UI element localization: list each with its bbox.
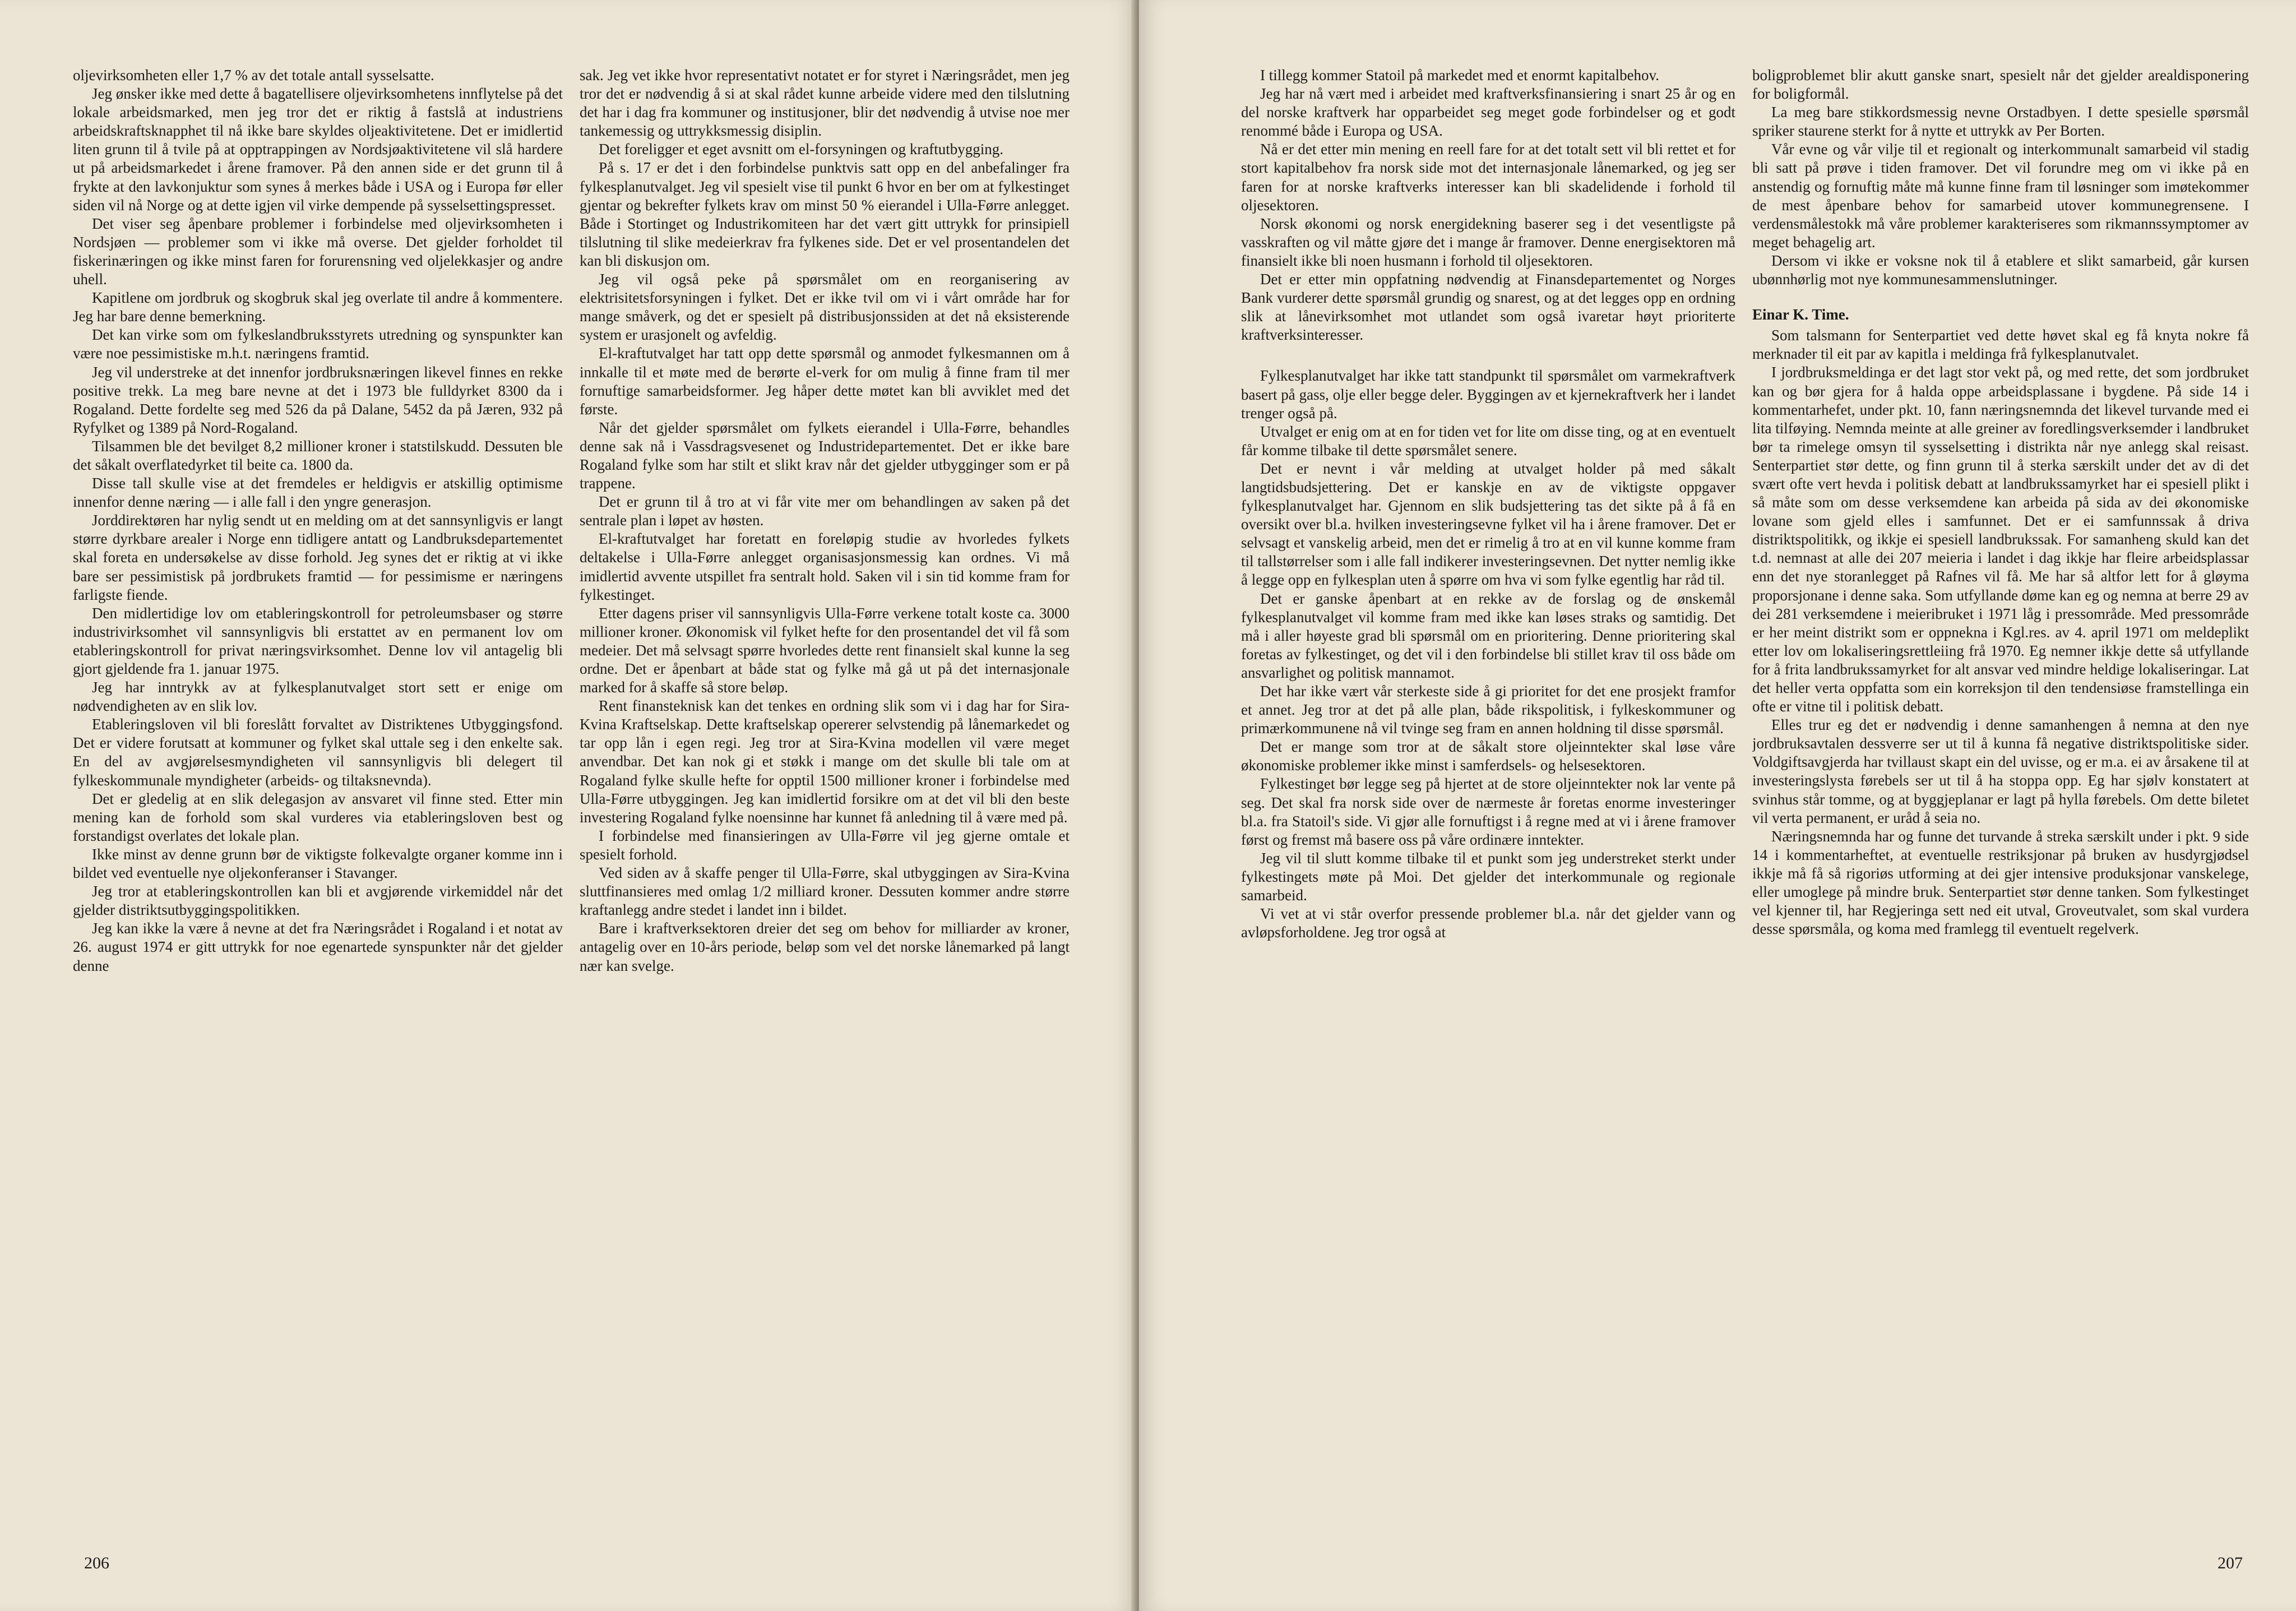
paragraph: Elles trur eg det er nødvendig i denne samanhengen å nemna at den nye jordbruksavtalen dessverre ser ut til å kunna få negative distriktspolitiske sider. Voldgiftsavgjerda har tvillaust skapt ein del uvisse, og er m.a. ei av årsakene til at investeringslysta førebels ser ut til å ha stoppa opp. Eg har sjølv konstatert at svinhus står tomme, og at byggjeplanar er lagt på hylla førebels. Om dette biletet vil verta permanent, er uråd å seia no. [1752,716,2249,826]
paragraph: Bare i kraftverksektoren dreier det seg om behov for milliarder av kroner, antagelig over en 10-års periode, beløp som vel det norske lånemarked på langt nær kan svelge. [580,920,1070,974]
paragraph: El-kraftutvalget har foretatt en foreløpig studie av hvorledes fylkets deltakelse i Ulla-Førre anlegget organisasjonsmessig kan ordnes. Vi må imidlertid avvente utspillet fra sentralt hold. Saken vil i sin tid komme fram for fylkestinget. [580,530,1070,603]
paragraph: Jeg har nå vært med i arbeidet med kraftverksfinansiering i snart 25 år og en del norske kraftverk har opparbeidet seg meget gode forbindelser og et godt renommé både i Europa og USA. [1241,85,1735,140]
paragraph: I forbindelse med finansieringen av Ulla-Førre vil jeg gjerne omtale et spesielt forhold. [580,827,1070,863]
paragraph: Som talsmann for Senterpartiet ved dette høvet skal eg få knyta nokre få merknader til eit par av kapitla i meldinga frå fylkesplanutvalet. [1752,327,2249,363]
paragraph: Dersom vi ikke er voksne nok til å etablere et slikt samarbeid, går kursen ubønnhørlig mot nye kommunesammenslutninger. [1752,252,2249,288]
paragraph: Ikke minst av denne grunn bør de viktigste folkevalgte organer komme inn i bildet ved eventuelle nye oljekonferanser i Stavanger. [73,845,563,882]
paragraph: Jeg ønsker ikke med dette å bagatellisere oljevirksomhetens innflytelse på det lokale arbeidsmarked, men jeg tror det er riktig å fastslå at industriens arbeidskraftsknapphet til nå ikke bare skyldes oljeaktivitetene. Det er imidlertid liten grunn til å tvile på at opptrappingen av Nordsjøaktivitetene vil slå hardere ut på arbeidsmarkedet i årene framover. På den annen side er det grunn til å frykte at den lavkonjuktur som synes å merkes både i USA og i Europa før eller siden vil nå Norge og at dette igjen vil virke dempende på sysselsettingspresset. [73,85,563,214]
paragraph: Jeg vil også peke på spørsmålet om en reorganisering av elektrisitetsforsyningen i fylket. Det er ikke tvil om vi i vårt område har for mange småverk, og det er spesielt på distribusjonssiden at det nå eksisterende system er urasjonelt og avfeldig. [580,271,1070,344]
paragraph: Jeg har inntrykk av at fylkesplanutvalget stort sett er enige om nødvendigheten av en slik lov. [73,679,563,715]
paragraph: Det er nevnt i vår melding at utvalget holder på med såkalt langtidsbudsjettering. Det er kanskje en av de viktigste oppgaver fylkesplanutvalget har. Gjennom en slik budsjettering tas det sikte på å få en oversikt over bl.a. hvilken investeringsevne fylket vil ha i årene framover. Det er selvsagt et vanskelig arbeid, men det er rimelig å tro at en vil kunne komme fram til tallstørrelser som i alle fall indikerer investeringsevnen. Det nytter nemlig ikke å legge opp en fylkesplan uten å spørre om hva vi som fylke egentlig har råd til. [1241,460,1735,589]
page-number: 207 [2218,1554,2243,1572]
paragraph: oljevirksomheten eller 1,7 % av det totale antall sysselsatte. [73,67,434,84]
paragraph: Det er mange som tror at de såkalt store oljeinntekter skal løse våre økonomiske problemer ikke minst i samferdsels- og helsesektoren. [1241,738,1735,774]
page-right [1139,0,2296,1611]
paragraph: Nå er det etter min mening en reell fare for at det totalt sett vil bli rettet et for stort kapitalbehov fra norsk side mot det internasjonale lånemarked, og jeg ser faren for at norske kraftverks interesser kan bli skadelidende i forhold til oljesektoren. [1241,141,1735,214]
paragraph: Det har ikke vært vår sterkeste side å gi prioritet for det ene prosjekt framfor et annet. Jeg tror at det på alle plan, både rikspolitisk, i fylkeskommuner og primærkommunene nå vil tvinge seg fram en annen holdning til disse spørsmål. [1241,683,1735,737]
paragraph: Det er etter min oppfatning nødvendig at Finansdepartementet og Norges Bank vurderer dette spørsmål grundig og snarest, og at det legges opp en ordning slik at lånevirksomhet mot utlandet som også ivaretar høyt prioriterte kraftverksinteresser. [1241,271,1735,344]
paragraph: Det er ganske åpenbart at en rekke av de forslag og de ønskemål fylkesplanutvalget vil komme fram med ikke kan løses straks og samtidig. Det må i aller høyeste grad bli spørsmål om en prioritering. Denne prioritering skal foretas av fylkestinget, og det vil i den forbindelse bli stillet krav til oss både om ansvarlighet og politisk mannamot. [1241,590,1735,681]
paragraph: Det er gledelig at en slik delegasjon av ansvaret vil finne sted. Etter min mening kan de forhold som skal vurderes via etableringsloven best og forstandigst overlates det lokale plan. [73,790,563,844]
paragraph: Ved siden av å skaffe penger til Ulla-Førre, skal utbyggingen av Sira-Kvina sluttfinansieres med omlag 1/2 milliard kroner. Dessuten kommer andre større kraftanlegg andre stedet i landet inn i bildet. [580,864,1070,919]
paragraph: Jeg kan ikke la være å nevne at det fra Næringsrådet i Rogaland i et notat av 26. august 1974 er gitt uttrykk for noe egenartede synspunkter når det gjelder denne [73,920,563,974]
speaker-heading: Einar K. Time. [1752,306,1849,323]
paragraph: sak. Jeg vet ikke hvor representativt notatet er for styret i Næringsrådet, men jeg tror det er nødvendig å si at skal rådet kunne arbeide videre med den tilslutning det har i dag fra kommuner og institusjoner, blir det nødvendig å utvise noe mer tankemessig og uttrykksmessig disiplin. [580,67,1070,140]
column-2 [580,66,1070,1535]
paragraph: Når det gjelder spørsmålet om fylkets eierandel i Ulla-Førre, behandles denne sak nå i Vassdragsvesenet og Industridepartementet. Det er ikke bare Rogaland fylke som har stilt et slikt krav når det gjelder utbygginger som er på trappene. [580,419,1070,492]
paragraph: Det foreligger et eget avsnitt om el-forsyningen og kraftutbygging. [599,141,1004,158]
paragraph: Næringsnemnda har og funne det turvande å streka særskilt under i pkt. 9 side 14 i kommentarheftet, at eventuelle restriksjonar på bruken av husdyrgjødsel ikkje må få så rigoriøs utforming at dei gjer intensive produksjonar vanskelege, eller umoglege på mindre bruk. Senterpartiet stør denne tanken. Som fylkestinget vel kjenner til, har Regjeringa sett ned eit utval, Groveutvalet, som skal vurdera desse spørsmåla, og koma med framlegg til eventuelt regelverk. [1752,827,2249,938]
paragraph: Jorddirektøren har nylig sendt ut en melding om at det sannsynligvis er langt større dyrkbare arealer i Norge enn tidligere antatt og Landbruksdepartementet skal foreta en undersøkelse av disse forhold. Jeg synes det er riktig at vi ikke bare ser pessimistisk på jordbrukets framtid — for pessimisme er næringens farligste fiende. [73,512,563,603]
paragraph: Kapitlene om jordbruk og skogbruk skal jeg overlate til andre å kommentere. Jeg har bare denne bemerkning. [73,289,563,325]
paragraph: Det er grunn til å tro at vi får vite mer om behandlingen av saken på det sentrale plan i løpet av høsten. [580,493,1070,529]
paragraph: Rent finansteknisk kan det tenkes en ordning slik som vi i dag har for Sira-Kvina Kraftselskap. Dette kraftselskap opererer selvstendig på lånemarkedet og tar opp lån i egen regi. Jeg tror at Sira-Kvina modellen vil være meget anvendbar. Det kan nok gi et støkk i mange om det skulle bli tale om at Rogaland fylke skulle hefte for opptil 1500 millioner kroner i forbindelse med Ulla-Førre utbyggingen. Jeg kan imidlertid forsikre om at det vil bli den beste investering Rogaland fylke noensinne har kunnet få anledning til å være med på. [580,697,1070,826]
paragraph: Disse tall skulle vise at det fremdeles er heldigvis er atskillig optimisme innenfor denne næring — i alle fall i den yngre generasjon. [73,475,563,511]
paragraph: Jeg vil understreke at det innenfor jordbruksnæringen likevel finnes en rekke positive trekk. La meg bare nevne at det i 1973 ble fulldyrket 8300 da i Rogaland. Dette fordelte seg med 526 da på Dalane, 5452 da på Jæren, 932 på Ryfylket og 1389 på Nord-Rogaland. [73,363,563,436]
paragraph: I jordbruksmeldinga er det lagt stor vekt på, og med rette, det som jordbruket kan og bør gjera for å halda oppe arbeidsplassane i bygdene. På side 14 i kommentarhefet, under pkt. 10, fann næringsnemnda det likevel turvande med ei lita tilføying. Nemnda meinte at alle greiner av foredlingsverksemder i landbruket bør ta rimelege omsyn til sysselsetting i distrikta når nye anlegg skal reisast. Senterpartiet stør dette, og finn grunn til å sterka særskilt under det av di det svært ofte vert hevda i politisk debatt at landbrukssamyrket har ei spesiell plikt i så måte som om desse verksemdene kan arbeida på sida av dei økonomiske lovane som gjeld elles i samfunnet. Det er ei samfunnssak å driva distriktspolitikk, og ikkje ei spesiell landbrukssak. For samanheng skuld kan det t.d. nemnast at alle dei 207 meieria i landet i dag ikkje har fleire arbeidsplassar enn det nye storanlegget på Rafnes vil få. Me har så altfor lett for å gløyma proporsjonane i denne saka. Som utfyllande døme kan eg og nemna at berre 29 av dei 281 verksemdene i meieribruket i 1971 låg i pressområde. Med pressområde er her meint distrikt som er oppnekna i Kgl.res. av 4. april 1971 om meldeplikt etter lov om lokaliseringsrettleiing frå 1970. Eg nemner ikkje dette så utfyllande for å frita landbrukssamyrket for alt ansvar ved mindre heldige lokaliseringar. Lat det heller verta oppfatta som ein korreksjon til den tendensiøse framstellinga ein ofte er vitne til i politisk debatt. [1752,364,2249,715]
paragraph: La meg bare stikkordsmessig nevne Orstadbyen. I dette spesielle spørsmål spriker staurene sterkt for å nytte et uttrykk av Per Borten. [1752,104,2249,140]
paragraph: Etter dagens priser vil sannsynligvis Ulla-Førre verkene totalt koste ca. 3000 millioner kroner. Økonomisk vil fylket hefte for den prosentandel det vil få som medeier. Det må selvsagt spørre hvorledes dette rent finansielt skal kunne la seg ordne. Det er åpenbart at både stat og fylke må gå ut på det internasjonale marked for å skaffe så store beløp. [580,604,1070,696]
paragraph: Utvalget er enig om at en for tiden vet for lite om disse ting, og at en eventuelt får komme tilbake til dette spørsmålet senere. [1241,423,1735,459]
paragraph: boligproblemet blir akutt ganske snart, spesielt når det gjelder arealdisponering for boligformål. [1752,67,2249,103]
page-number: 206 [84,1554,109,1572]
paragraph: I tillegg kommer Statoil på markedet med et enormt kapitalbehov. [1260,67,1660,84]
paragraph: Tilsammen ble det bevilget 8,2 millioner kroner i statstilskudd. Dessuten ble det såkalt overflatedyrket til beite ca. 1800 da. [73,437,563,473]
paragraph: Vår evne og vår vilje til et regionalt og interkommunalt samarbeid vil stadig bli satt på prøve i tiden framover. Det vil forundre meg om vi ikke på en anstendig og fornuftig måte må kunne finne fram til løsninger som imøtekommer de mest åpenbare behov for samarbeid utover kommunegrensene. I verdensmålestokk må våre problemer karakteriseres som rikmannssymptomer av meget behagelig art. [1752,141,2249,251]
paragraph: Fylkestinget bør legge seg på hjertet at de store oljeinntekter nok lar vente på seg. Det skal fra norsk side over de nærmeste år foretas enorme investeringer bl.a. fra Statoil's side. Vi gjør alle fornuftigst i å regne med at vi i årene framover først og fremst må basere oss på våre ordinære inntekter. [1241,775,1735,848]
column-1 [73,66,563,1535]
paragraph: Jeg vil til slutt komme tilbake til et punkt som jeg understreket sterkt under fylkestingets møte på Moi. Det gjelder det interkommunale og regionale samarbeid. [1241,849,1735,904]
paragraph: På s. 17 er det i den forbindelse punktvis satt opp en del anbefalinger fra fylkesplanutvalget. Jeg vil spesielt vise til punkt 6 hvor en ber om at fylkestinget gjentar og bekrefter fylkets krav om minst 50 % eierandel i Ulla-Førre anlegget. Både i Stortinget og Industrikomiteen har det vært gitt uttrykk for prinsipiell tilslutning til slike medeierkrav fra fylkenes side. Det er vel prosentandelen det kan bli diskusjon om. [580,159,1070,269]
paragraph: Det kan virke som om fylkeslandbruksstyrets utredning og synspunkter kan være noe pessimistiske m.h.t. næringens framtid. [73,326,563,362]
page-left [0,0,1137,1611]
paragraph: Jeg tror at etableringskontrollen kan bli et avgjørende virkemiddel når det gjelder distriktsutbyggingspolitikken. [73,883,563,919]
paragraph: Norsk økonomi og norsk energidekning baserer seg i det vesentligste på vasskraften og vil måtte gjøre det i mange år framover. Denne energisektoren må finansielt ikke bli noen husmann i forhold til oljesektoren. [1241,215,1735,269]
paragraph: Etableringsloven vil bli foreslått forvaltet av Distriktenes Utbyggingsfond. Det er videre forutsatt at kommuner og fylket skal uttale seg i den enkelte sak. En del av avgjørelsesmyndigheten vil sannsynligvis bli delegert til fylkeskommunale myndigheter (arbeids- og tiltaksnevnda). [73,716,563,789]
paragraph: El-kraftutvalget har tatt opp dette spørsmål og anmodet fylkesmannen om å innkalle til et møte med de berørte el-verk for om mulig å finne fram til mer fornuftige samarbeidsformer. Jeg håper dette møtet kan bli avviklet med det første. [580,345,1070,418]
column-4 [1752,66,2249,1535]
paragraph: Det viser seg åpenbare problemer i forbindelse med oljevirksomheten i Nordsjøen — problemer som vi ikke må overse. Det gjelder forholdet til fiskerinæringen og ikke minst faren for forurensning ved oljelekkasjer og andre uhell. [73,215,563,288]
paragraph: Vi vet at vi står overfor pressende problemer bl.a. når det gjelder vann og avløpsforholdene. Jeg tror også at [1241,905,1735,941]
column-3 [1241,66,1735,1535]
paragraph: Den midlertidige lov om etableringskontroll for petroleumsbaser og større industrivirksomhet vil sannsynligvis bli erstattet av en permanent lov om etableringskontroll for privat næringsvirksomhet. Denne lov vil antagelig bli gjort gjeldende fra 1. januar 1975. [73,604,563,677]
paragraph: Fylkesplanutvalget har ikke tatt standpunkt til spørsmålet om varmekraftverk basert på gass, olje eller begge deler. Byggingen av et kjernekraftverk her i landet trenger også på. [1241,367,1735,422]
